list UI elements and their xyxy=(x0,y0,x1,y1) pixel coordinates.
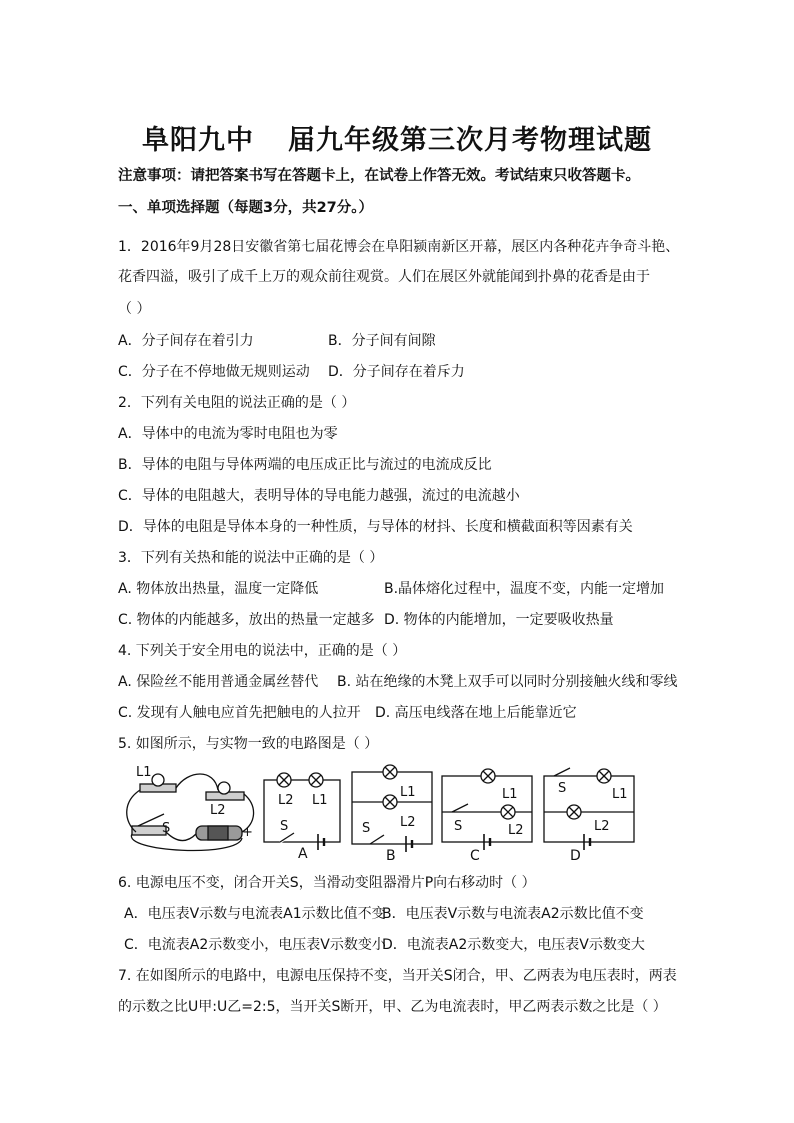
phys-l1-label: L1 xyxy=(136,765,152,780)
q6-stem: 6. 电源电压不变，闭合开关S，当滑动变阻器滑片P向右移动时（ ） xyxy=(118,875,536,891)
notice-text: 注意事项：请把答案书写在答题卡上，在试卷上作答无效。考试结束只收答题卡。 xyxy=(118,168,640,184)
q1-option-a: A．分子间存在着引力 xyxy=(118,333,254,349)
q1-line-3: （ ） xyxy=(118,301,151,317)
q1-line-2: 花香四溢，吸引了成千上万的观众前往观赏。人们在展区外就能闻到扑鼻的花香是由于 xyxy=(118,269,650,285)
a-s-label: S xyxy=(280,819,289,834)
q1-option-b: B．分子间有间隙 xyxy=(328,333,436,349)
q1-option-d: D．分子间存在着斥力 xyxy=(328,364,465,380)
q4-option-b: B. 站在绝缘的木凳上双手可以同时分别接触火线和零线 xyxy=(337,674,678,690)
diagram-a xyxy=(264,773,340,850)
q6-option-a: A．电压表V示数与电流表A1示数比值不变 xyxy=(124,906,386,922)
q1-line-1: 1．2016年9月28日安徽省第七届花博会在阜阳颍南新区开幕，展区内各种花卉争奇斗艳、 xyxy=(118,239,680,255)
section-heading: 一、单项选择题（每题3分，共27分。） xyxy=(118,200,374,216)
circuit-figure xyxy=(118,762,648,862)
q2-option-c: C．导体的电阻越大，表明导体的导电能力越强，流过的电流越小 xyxy=(118,488,520,504)
q3-option-b: B.晶体熔化过程中，温度不变，内能一定增加 xyxy=(384,581,665,597)
b-l1-label: L1 xyxy=(400,785,416,800)
q2-stem: 2．下列有关电阻的说法正确的是（ ） xyxy=(118,395,356,411)
q2-option-a: A．导体中的电流为零时电阻也为零 xyxy=(118,426,338,442)
b-letter-label: B xyxy=(386,848,396,862)
q1-option-c: C．分子在不停地做无规则运动 xyxy=(118,364,310,380)
q6-option-d: D．电流表A2示数变大，电压表V示数变大 xyxy=(382,937,645,953)
q6-option-c: C．电流表A2示数变小，电压表V示数变小 xyxy=(124,937,386,953)
q4-option-d: D. 高压电线落在地上后能靠近它 xyxy=(375,705,577,721)
c-letter-label: C xyxy=(470,848,480,862)
phys-plus-label: + xyxy=(242,825,253,840)
q7-line-2: 的示数之比U甲:U乙=2:5，当开关S断开，甲、乙为电流表时，甲乙两表示数之比是（ ） xyxy=(118,999,667,1015)
a-l2-label: L2 xyxy=(278,793,294,808)
q2-option-b: B．导体的电阻与导体两端的电压成正比与流过的电流成反比 xyxy=(118,457,492,473)
q3-option-d: D. 物体的内能增加，一定要吸收热量 xyxy=(384,612,614,628)
page-title xyxy=(0,118,794,157)
q4-stem: 4. 下列关于安全用电的说法中，正确的是（ ） xyxy=(118,643,407,659)
d-l1-label: L1 xyxy=(612,787,628,802)
phys-s-label: S xyxy=(162,821,171,836)
q2-option-d: D．导体的电阻是导体本身的一种性质，与导体的材抖、长度和横截面积等因素有关 xyxy=(118,519,633,535)
a-l1-label: L1 xyxy=(312,793,328,808)
phys-l2-label: L2 xyxy=(210,803,226,818)
c-l1-label: L1 xyxy=(502,787,518,802)
title-school: 阜阳九中 xyxy=(142,125,254,156)
d-s-label: S xyxy=(558,781,567,796)
q6-option-b: B．电压表V示数与电流表A2示数比值不变 xyxy=(382,906,644,922)
b-s-label: S xyxy=(362,821,371,836)
b-l2-label: L2 xyxy=(400,815,416,830)
q3-option-c: C. 物体的内能越多，放出的热量一定越多 xyxy=(118,612,375,628)
c-s-label: S xyxy=(454,819,463,834)
a-letter-label: A xyxy=(298,846,308,862)
q7-line-1: 7. 在如图所示的电路中，电源电压保持不变，当开关S闭合，甲、乙两表为电压表时，两表 xyxy=(118,968,677,984)
d-letter-label: D xyxy=(570,848,581,862)
title-exam: 届九年级第三次月考物理试题 xyxy=(288,125,652,156)
q4-option-a: A. 保险丝不能用普通金属丝替代 xyxy=(118,674,319,690)
q3-option-a: A. 物体放出热量，温度一定降低 xyxy=(118,581,319,597)
d-l2-label: L2 xyxy=(594,819,610,834)
diagram-b xyxy=(352,765,432,852)
q3-stem: 3．下列有关热和能的说法中正确的是（ ） xyxy=(118,550,384,566)
physical-circuit xyxy=(127,774,254,850)
c-l2-label: L2 xyxy=(508,823,524,838)
q4-option-c: C. 发现有人触电应首先把触电的人拉开 xyxy=(118,705,361,721)
q5-stem: 5. 如图所示，与实物一致的电路图是（ ） xyxy=(118,736,379,752)
